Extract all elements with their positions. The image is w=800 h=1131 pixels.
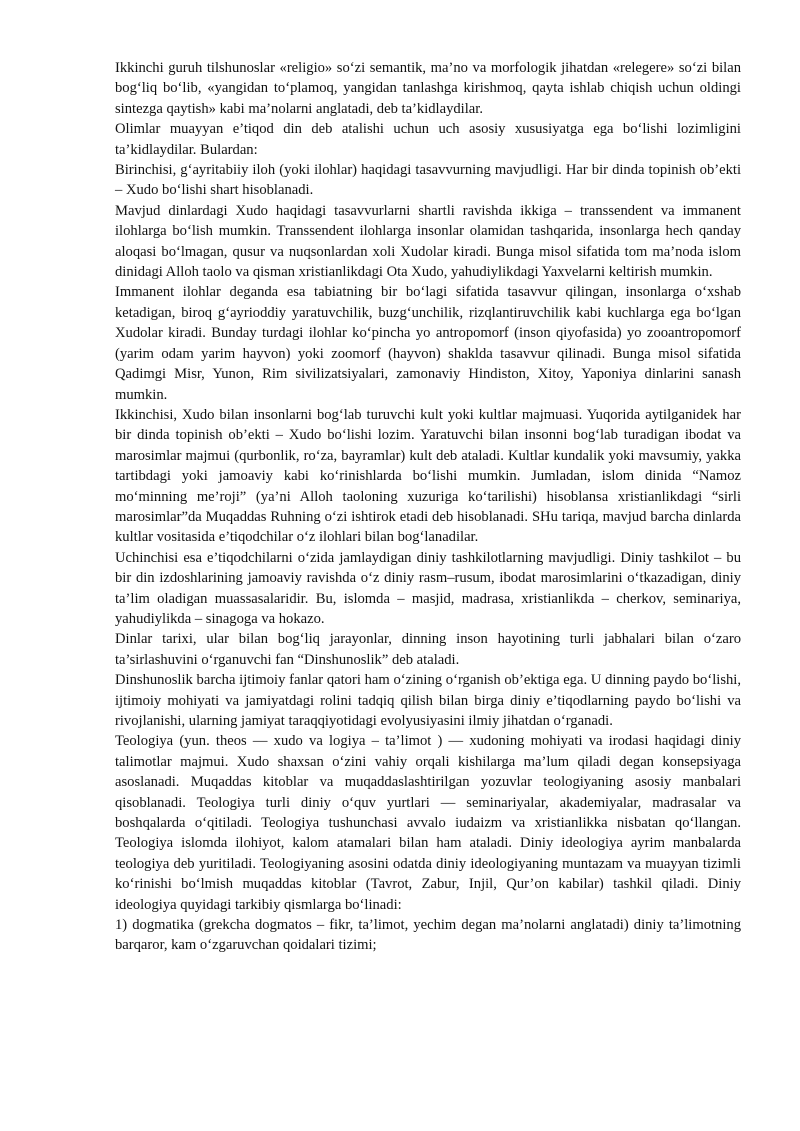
paragraph-first-feature: Birinchisi, g‘ayritabiiy iloh (yoki ilohlar) haqidagi tasavvurning mavjudligi. Har bir dinda topinish ob’ekti – Xudo bo‘lishi shart hisoblanadi. <box>115 162 741 199</box>
paragraph-third-feature-organizations: Uchinchisi esa e’tiqodchilarni o‘zida jamlaydigan diniy tashkilotlarning mavjudligi. Diniy tashkilot – bu bir din izdoshlarining jamoaviy ravishda o‘z diniy rasm–rusum, ibodat marosimlarini o‘tkazadigan, diniy ta’lim oladigan muassasalaridir. Bu, islomda – masjid, madrasa, xristianlikda – cherkov, seminariya, yahudiylikda – sinagoga va hokazo. <box>115 549 741 627</box>
paragraph-immanent-gods: Immanent ilohlar deganda esa tabiatning bir bo‘lagi sifatida tasavvur qilingan, insonlarga o‘xshab ketadigan, biroq g‘ayrioddiy yaratuvchilik, buzg‘unchilik, rizqlantiruvchilik kabi kuchlarga ega bo‘lgan Xudolar kiradi. Bunday turdagi ilohlar ko‘pincha yo antropomorf (inson qiyofasida) yo zooantropomorf (yarim odam yarim hayvon) yoki zoomorf (hayvon) shaklda tasavvur qilinadi. Bunga misol sifatida Qadimgi Misr, Yunon, Rim sivilizatsiyalari, zamonaviy Hindiston, Xitoy, Yaponiya dinlarini sanash mumkin. <box>115 284 741 403</box>
paragraph-second-feature-cult: Ikkinchisi, Xudo bilan insonlarni bog‘lab turuvchi kult yoki kultlar majmuasi. Yuqorida aytilganidek har bir dinda topinish ob’ekti – Xudo bo‘lishi lozim. Yaratuvchi bilan insonni bog‘lab turadigan ibodat va marosimlar majmui (qurbonlik, ro‘za, bayramlar) kult deb ataladi. Kultlar kundalik yoki mavsumiy, yakka tartibdagi yoki jamoaviy kabi ko‘rinishlarda bo‘lishi mumkin. Jumladan, islom dinida “Namoz mo‘minning me’roji” (ya’ni Alloh taoloning xuzuriga ko‘tarilishi) hisoblansa xristianlikdagi “sirli marosimlar”da Muqaddas Ruhning o‘zi ishtirok etadi deb hisoblanadi. SHu tariqa, mavjud barcha dinlarda kultlar vositasida e’tiqodchilar o‘z ilohlari bilan bog‘lanadilar. <box>115 406 741 546</box>
paragraph-teologiya: Teologiya (yun. theos — xudo va logiya – ta’limot ) — xudoning mohiyati va irodasi haqidagi diniy talimotlar majmui. Xudo shaxsan o‘zini vahiy orqali kishilarga ma’lum qiladi degan konsepsiyaga asoslanadi. Muqaddas kitoblar va muqaddaslashtirilgan yozuvlar teologiyaning asosiy manbalari qisoblanadi. Teologiya turli diniy o‘quv yurtlari — seminariyalar, akademiyalar, madrasalar va boshqalarda o‘qitiladi. Teologiya tushunchasi avvalo iudaizm va xristianlikka nisbatan qo‘llangan. Teologiya islomda ilohiyot, kalom atamalari bilan ham ataladi. Diniy ideologiya ayrim manbalarda teologiya deb yuritiladi. Teologiyaning asosini odatda diniy ideologiyaning muntazam va muayyan tizimli ko‘rinishi bo‘lmish muqaddas kitoblar (Tavrot, Zabur, Injil, Qur’on kabilar) tashkil qiladi. Diniy ideologiya quyidagi tarkibiy qismlarga bo‘linadi: <box>115 733 741 913</box>
paragraph-dinshunoslik-definition: Dinlar tarixi, ular bilan bog‘liq jarayonlar, dinning inson hayotining turli jabhalari bilan o‘zaro ta’sirlashuvini o‘rganuvchi fan “Dinshunoslik” deb ataladi. <box>115 631 741 668</box>
paragraph-religio-etymology: Ikkinchi guruh tilshunoslar «religio» so‘zi semantik, ma’no va morfologik jihatdan «relegere» so‘zi bilan bog‘liq bo‘lib, «yangidan to‘plamoq, yangidan tanlashga kirishmoq, qayta ishlab chiqish uchun oldingi sintezga qaytish» kabi ma’nolarni anglatadi, deb ta’kidlaydilar. <box>115 60 741 117</box>
paragraph-transcendent-immanent: Mavjud dinlardagi Xudo haqidagi tasavvurlarni shartli ravishda ikkiga – transsendent va immanent ilohlarga bo‘lish mumkin. Transsendent ilohlarga insonlar olamidan tashqarida, insonlarga hech qanday aloqasi bo‘lmagan, qusur va nuqsonlardan xoli Xudolar kiradi. Bunga misol sifatida tom ma’noda islom dinidagi Alloh taolo va qisman xristianlikdagi Ota Xudo, yahudiylikdagi Yaxvelarni keltirish mumkin. <box>115 202 741 281</box>
paragraph-three-features-intro: Olimlar muayyan e’tiqod din deb atalishi uchun uch asosiy xususiyatga ega bo‘lishi lozimligini ta’kidlaydilar. Bulardan: <box>115 121 741 158</box>
paragraph-dogmatika: 1) dogmatika (grekcha dogmatos – fikr, ta’limot, yechim degan ma’nolarni anglatadi) diniy ta’limotning barqaror, kam o‘zgaruvchan qoidalari tizimi; <box>115 917 741 954</box>
paragraph-dinshunoslik-object: Dinshunoslik barcha ijtimoiy fanlar qatori ham o‘zining o‘rganish ob’ektiga ega. U dinning paydo bo‘lishi, ijtimoiy mohiyati va jamiyatdagi rolini tadqiq qilish bilan birga diniy e’tiqodlarning paydo bo‘lishi va rivojlanishi, ularning jamiyat taraqqiyotidagi evolyusiyasini ilmiy jihatdan o‘rganadi. <box>115 672 741 729</box>
document-page <box>115 58 741 956</box>
